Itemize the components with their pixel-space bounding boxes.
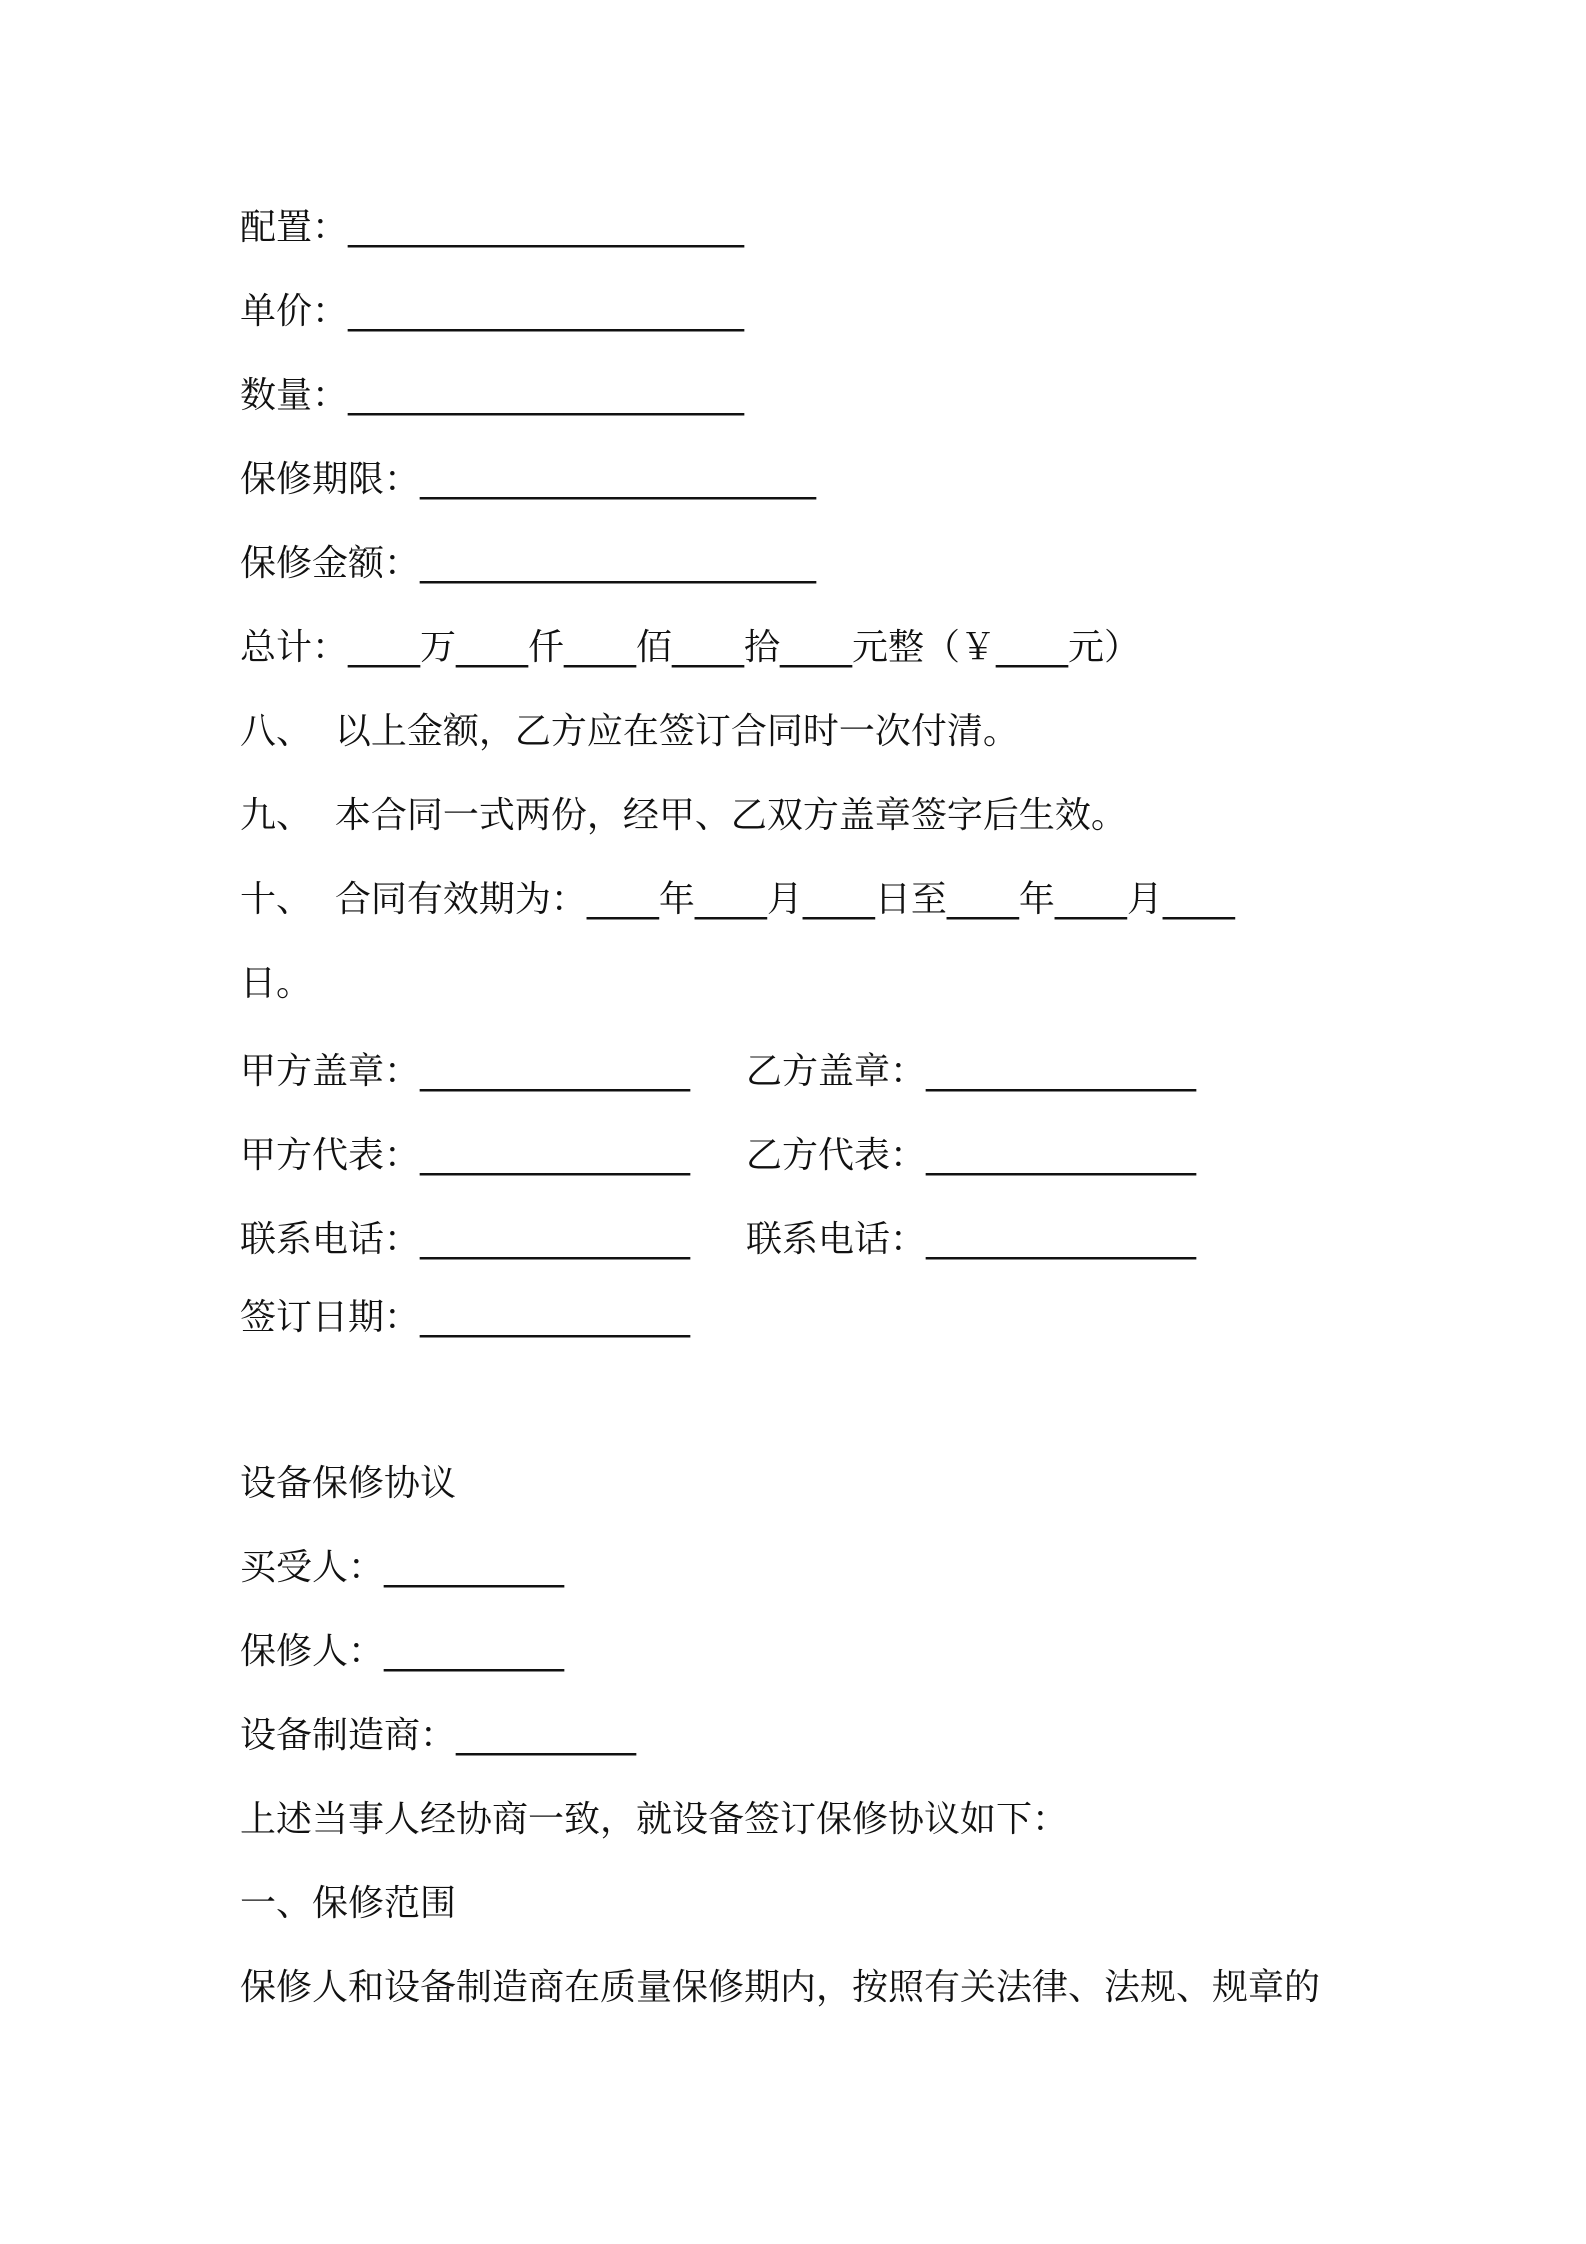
clause-10: 十、 合同有效期为：____年____月____日至____年____月____ xyxy=(240,879,1235,920)
clause-9: 九、 本合同一式两份，经甲、乙双方盖章签字后生效。 xyxy=(240,795,1127,836)
party-b-seal-field: 乙方盖章：_______________ xyxy=(746,1051,1197,1092)
party-a-rep-field: 甲方代表：_______________ xyxy=(240,1135,691,1176)
total-amount-line: 总计：____万____仟____佰____拾____元整（￥____元） xyxy=(240,627,1141,668)
party-b-phone-field: 联系电话：_______________ xyxy=(746,1219,1197,1260)
clause-10-continuation: 日。 xyxy=(240,963,313,1004)
clause-8: 八、 以上金额，乙方应在签订合同时一次付清。 xyxy=(240,711,1019,752)
sign-date-field: 签订日期：_______________ xyxy=(240,1297,691,1338)
config-field: 配置：______________________ xyxy=(240,207,745,248)
agreement-title: 设备保修协议 xyxy=(240,1463,457,1504)
party-a-seal-field: 甲方盖章：_______________ xyxy=(240,1051,691,1092)
manufacturer-field: 设备制造商：__________ xyxy=(240,1715,637,1756)
warranty-period-field: 保修期限：______________________ xyxy=(240,459,817,500)
unit-price-field: 单价：______________________ xyxy=(240,291,745,332)
party-b-rep-field: 乙方代表：_______________ xyxy=(746,1135,1197,1176)
warrantor-field: 保修人：__________ xyxy=(240,1631,565,1672)
warranty-amount-field: 保修金额：______________________ xyxy=(240,543,817,584)
agreement-intro: 上述当事人经协商一致，就设备签订保修协议如下： xyxy=(240,1799,1069,1840)
quantity-field: 数量：______________________ xyxy=(240,375,745,416)
section-1-text: 保修人和设备制造商在质量保修期内，按照有关法律、法规、规章的 xyxy=(240,1967,1321,2008)
party-a-phone-field: 联系电话：_______________ xyxy=(240,1219,691,1260)
buyer-field: 买受人：__________ xyxy=(240,1547,565,1588)
section-1-heading: 一、保修范围 xyxy=(240,1883,457,1924)
